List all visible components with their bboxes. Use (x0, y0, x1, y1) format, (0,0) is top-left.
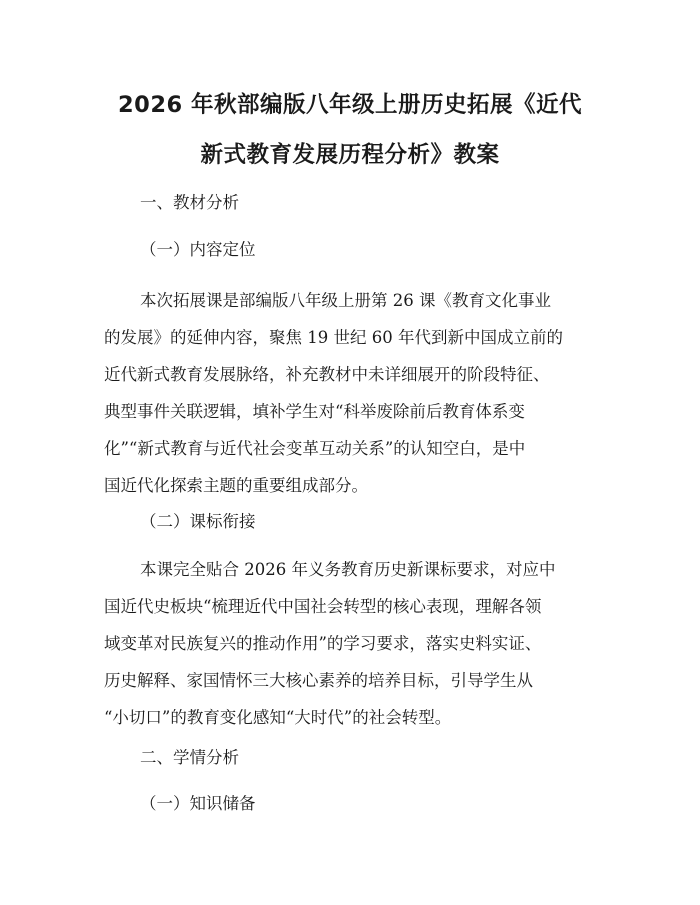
paragraph-curriculum-alignment (104, 551, 604, 736)
paragraph-line: 国近代史板块“梳理近代中国社会转型的核心表现，理解各领 (104, 597, 542, 616)
title-line-1: 2026 年秋部编版八年级上册历史拓展《近代 (118, 92, 582, 118)
paragraph-line: 典型事件关联逻辑，填补学生对“科举废除前后教育体系变 (104, 402, 525, 421)
paragraph-line: 域变革对民族复兴的推动作用”的学习要求，落实史料实证、 (104, 634, 542, 653)
paragraph-line: 本课完全贴合 2026 年义务教育历史新课标要求，对应中 (140, 560, 556, 579)
paragraph-line: 化”“新式教育与近代社会变革互动关系”的认知空白，是中 (104, 439, 526, 458)
subheading-curriculum-alignment: （二）课标衔接 (140, 512, 256, 531)
paragraph-line: 历史解释、家国情怀三大核心素养的培养目标，引导学生从 (104, 671, 533, 690)
title-line-2: 新式教育发展历程分析》教案 (200, 142, 500, 168)
subheading-content-positioning: （一）内容定位 (140, 240, 256, 259)
paragraph-line: 近代新式教育发展脉络，补充教材中未详细展开的阶段特征、 (104, 365, 550, 384)
section-heading-textbook-analysis: 一、教材分析 (140, 193, 239, 212)
subheading-knowledge-base: （一）知识储备 (140, 794, 256, 813)
paragraph-line: “小切口”的教育变化感知“大时代”的社会转型。 (104, 708, 452, 727)
section-heading-learner-analysis: 二、学情分析 (140, 748, 239, 767)
paragraph-line: 国近代化探索主题的重要组成部分。 (104, 476, 368, 495)
paragraph-line: 的发展》的延伸内容，聚焦 19 世纪 60 年代到新中国成立前的 (104, 328, 563, 347)
paragraph-line: 本次拓展课是部编版八年级上册第 26 课《教育文化事业 (140, 291, 551, 310)
paragraph-content-positioning (104, 282, 604, 504)
document-title (100, 80, 600, 180)
